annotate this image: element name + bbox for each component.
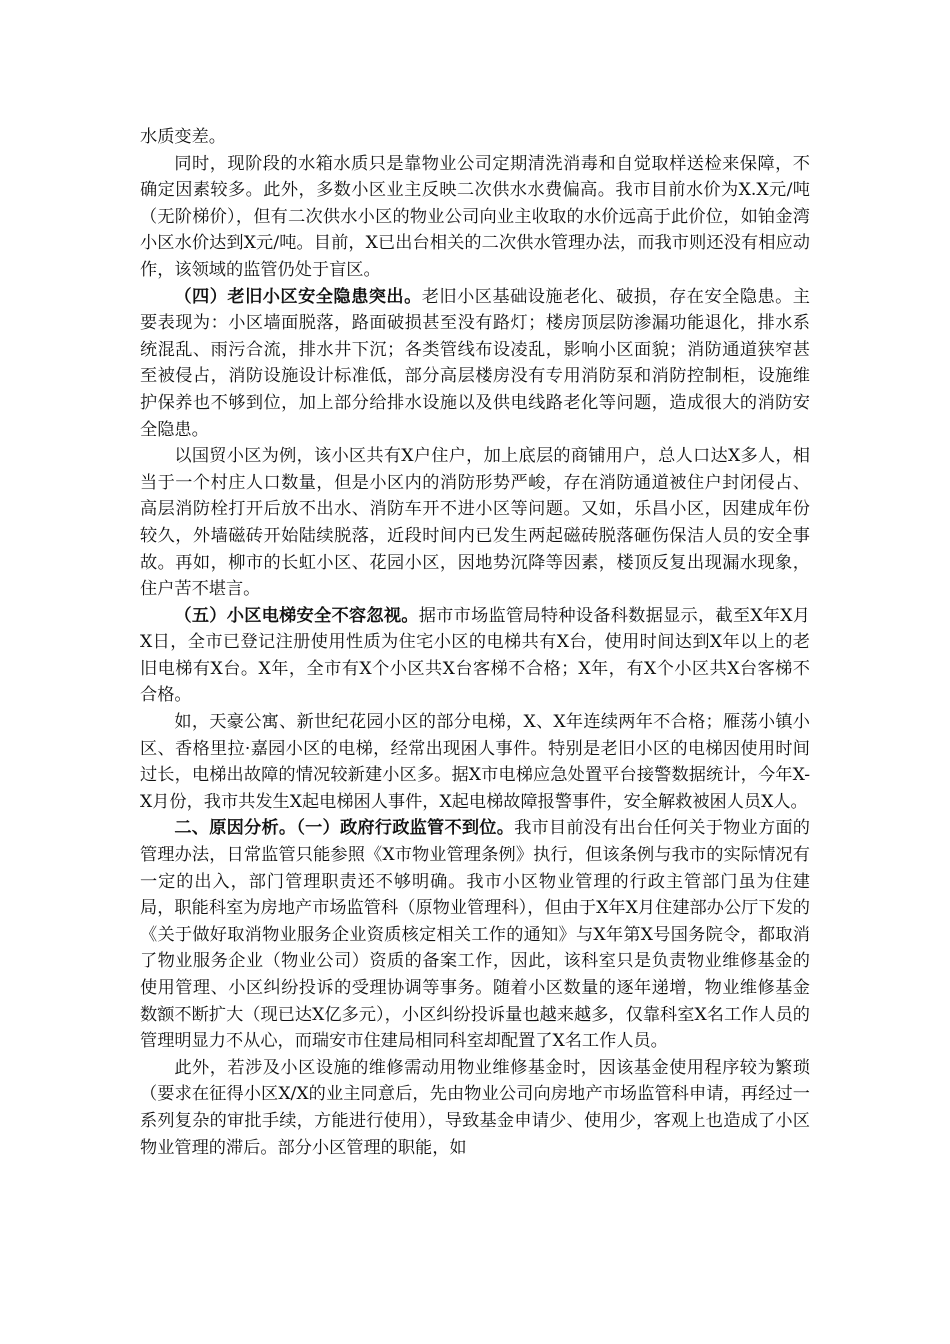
paragraph-elevator-examples <box>140 709 810 815</box>
paragraph-water-quality <box>140 151 810 284</box>
paragraph-text: 同时，现阶段的水箱水质只是靠物业公司定期清洗消毒和自觉取样送检来保障，不确定因素较多。此外，多数小区业主反映二次供水水费偏高。我市目前水价为X.X元/吨（无阶梯价），但有二次供水小区的物业公司向业主收取的水价远高于此价位，如铂金湾小区水价达到X元/吨。目前，X已出台相关的二次供水管理办法，而我市则还没有相应动作，该领域的监管仍处于盲区。 <box>140 153 810 280</box>
paragraph-text: 据市市场监管局特种设备科数据显示，截至X年X月X日，全市已登记注册使用性质为住宅小区的电梯共有X台，使用时间达到X年以上的老旧电梯有X台。X年，全市有X个小区共X台客梯不合格；X年，有X个小区共X台客梯不合格。 <box>140 605 810 706</box>
paragraph-text: 老旧小区基础设施老化、破损，存在安全隐患。主要表现为：小区墙面脱落，路面破损甚至没有路灯；楼房顶层防渗漏功能退化，排水系统混乱、雨污合流，排水井下沉；各类管线布设凌乱，影响小区面貌；消防通道狭窄甚至被侵占，消防设施设计标准低，部分高层楼房没有专用消防泵和消防控制柜，设施维护保养也不够到位，加上部分给排水设施以及供电线路老化等问题，造成很大的消防安全隐患。 <box>140 286 810 440</box>
paragraph-text: 此外，若涉及小区设施的维修需动用物业维修基金时，因该基金使用程序较为繁琐（要求在征得小区X/X的业主同意后，先由物业公司向房地产市场监管科申请，再经过一系列复杂的审批手续，方能进行使用），导致基金申请少、使用少，客观上也造成了小区物业管理的滞后。部分小区管理的职能，如 <box>140 1057 810 1158</box>
paragraph-text: 水质变差。 <box>140 127 226 147</box>
section-heading: （四）老旧小区安全隐患突出。 <box>174 286 422 307</box>
paragraph-continuation <box>140 124 810 151</box>
paragraph-text: 如，天豪公寓、新世纪花园小区的部分电梯，X、X年连续两年不合格；雁荡小镇小区、香格里拉·嘉园小区的电梯，经常出现困人事件。特别是老旧小区的电梯因使用时间过长，电梯出故障的情况较新建小区多。据X市电梯应急处置平台接警数据统计，今年X-X月份，我市共发生X起电梯困人事件，X起电梯故障报警事件，安全解救被困人员X人。 <box>140 712 810 812</box>
paragraph-maintenance-fund <box>140 1055 810 1161</box>
paragraph-text: 以国贸小区为例，该小区共有X户住户，加上底层的商铺用户，总人口达X多人，相当于一个村庄人口数量，但是小区内的消防形势严峻，存在消防通道被住户封闭侵占、高层消防栓打开后放不出水、消防车开不进小区等问题。又如，乐昌小区，因建成年份较久，外墙磁砖开始陆续脱落，近段时间内已发生两起磁砖脱落砸伤保洁人员的安全事故。再如，柳市的长虹小区、花园小区，因地势沉降等因素，楼顶反复出现漏水现象，住户苦不堪言。 <box>140 446 810 600</box>
paragraph-text: 我市目前没有出台任何关于物业方面的管理办法，日常监管只能参照《X市物业管理条例》执行，但该条例与我市的实际情况有一定的出入，部门管理职责还不够明确。我市小区物业管理的行政主管部门虽为住建局，职能科室为房地产市场监管科（原物业管理科），但由于X年X月住建部办公厅下发的《关于做好取消物业服务企业资质核定相关工作的通知》与X年第X号国务院令，都取消了物业服务企业（物业公司）资质的备案工作，因此，该科室只是负责物业维修基金的使用管理、小区纠纷投诉的受理协调等事务。随着小区数量的逐年递增，物业维修基金数额不断扩大（现已达X亿多元），小区纠纷投诉量也越来越多，仅靠科室X名工作人员的管理明显力不从心，而瑞安市住建局相同科室却配置了X名工作人员。 <box>140 818 810 1052</box>
paragraph-old-community-safety <box>140 284 810 444</box>
paragraph-cause-analysis <box>140 815 810 1054</box>
section-heading: 二、原因分析。（一）政府行政监管不到位。 <box>174 818 515 839</box>
paragraph-guomao-example <box>140 443 810 603</box>
section-heading: （五）小区电梯安全不容忽视。 <box>174 605 419 626</box>
paragraph-elevator-safety <box>140 603 810 709</box>
document-body <box>140 124 810 1161</box>
